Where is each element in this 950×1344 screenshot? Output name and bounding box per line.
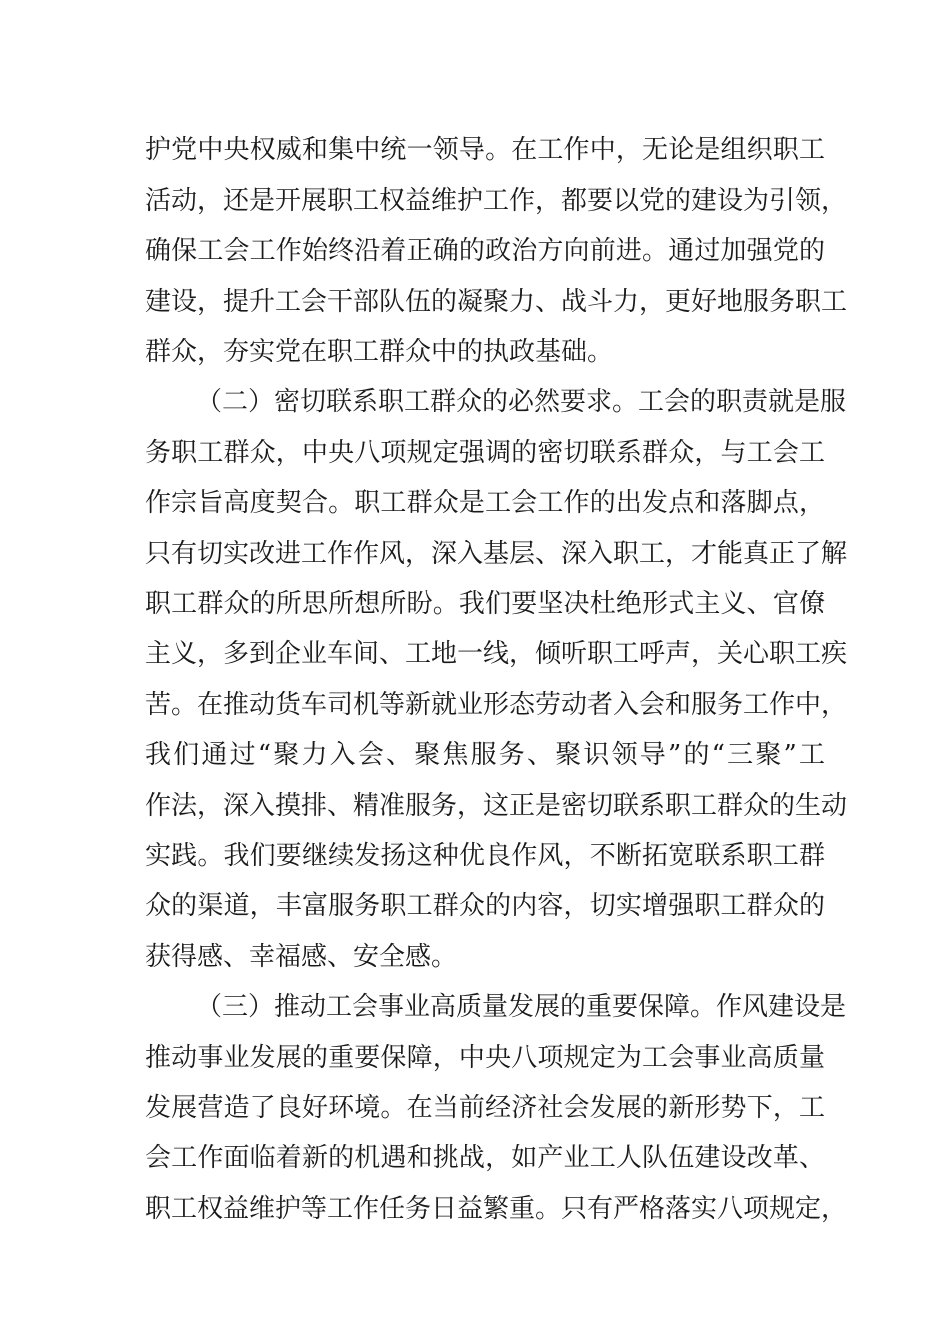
text-line: 职工权益维护等工作任务日益繁重。只有严格落实八项规定，	[145, 1194, 848, 1224]
text-line: 作宗旨高度契合。职工群众是工会工作的出发点和落脚点，	[145, 488, 825, 518]
text-line: 职工群众的所思所想所盼。我们要坚决杜绝形式主义、官僚	[145, 589, 825, 619]
text-line: 会工作面临着新的机遇和挑战，如产业工人队伍建设改革、	[145, 1143, 825, 1173]
text-line: 推动事业发展的重要保障，中央八项规定为工会事业高质量	[145, 1043, 825, 1073]
text-line: 实践。我们要继续发扬这种优良作风，不断拓宽联系职工群	[145, 841, 825, 871]
text-line: 作法，深入摸排、精准服务，这正是密切联系职工群众的生动	[145, 791, 848, 821]
text-line: 主义，多到企业车间、工地一线，倾听职工呼声，关心职工疾	[145, 639, 848, 669]
text-line: 苦。在推动货车司机等新就业形态劳动者入会和服务工作中，	[145, 690, 848, 720]
text-line: 建设，提升工会干部队伍的凝聚力、战斗力，更好地服务职工	[145, 287, 848, 317]
paragraph-heading-line: （二）密切联系职工群众的必然要求。工会的职责就是服	[196, 387, 847, 417]
text-line: 群众，夯实党在职工群众中的执政基础。	[145, 337, 614, 367]
text-line: 发展营造了良好环境。在当前经济社会发展的新形势下，工	[145, 1093, 825, 1123]
text-line: 获得感、幸福感、安全感。	[145, 942, 458, 972]
text-line: 我们通过“聚力入会、聚焦服务、聚识领导”的“三聚”工	[145, 740, 825, 770]
text-line: 众的渠道，丰富服务职工群众的内容，切实增强职工群众的	[145, 891, 825, 921]
paragraph-heading-line: （三）推动工会事业高质量发展的重要保障。作风建设是	[196, 992, 847, 1022]
text-line: 护党中央权威和集中统一领导。在工作中，无论是组织职工	[145, 135, 825, 165]
text-line: 务职工群众，中央八项规定强调的密切联系群众，与工会工	[145, 438, 825, 468]
text-line: 确保工会工作始终沿着正确的政治方向前进。通过加强党的	[145, 236, 825, 266]
text-line: 活动，还是开展职工权益维护工作，都要以党的建设为引领，	[145, 186, 848, 216]
text-line: 只有切实改进工作作风，深入基层、深入职工，才能真正了解	[145, 539, 848, 569]
